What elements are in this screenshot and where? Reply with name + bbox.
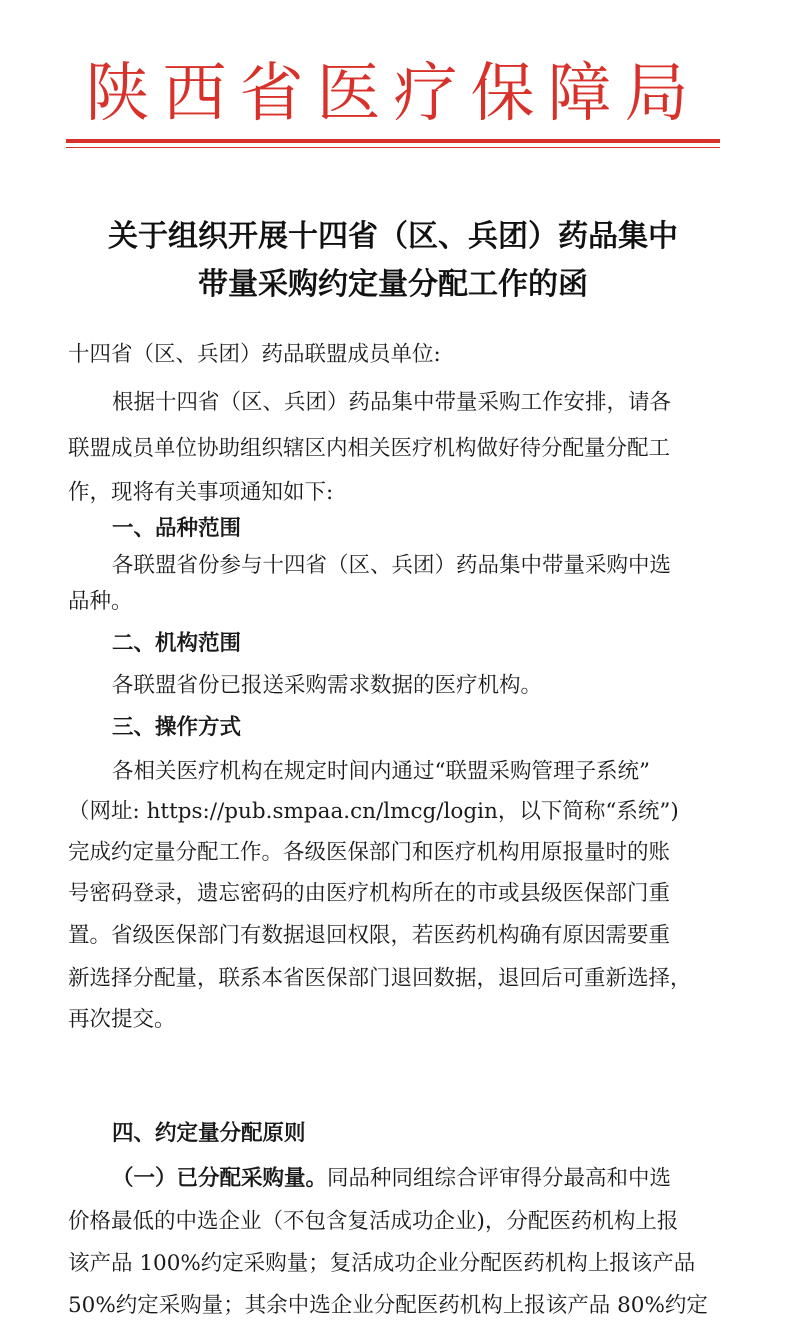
section-3-line-3: 完成约定量分配工作。各级医保部门和医疗机构用原报量时的账 bbox=[68, 840, 671, 865]
section-1-line-2: 品种。 bbox=[68, 589, 133, 614]
section-1-heading: 一、品种范围 bbox=[112, 516, 242, 541]
intro-line-3: 作，现将有关事项通知如下: bbox=[68, 480, 334, 505]
section-2-heading: 二、机构范围 bbox=[112, 631, 242, 656]
document-title-line-1: 关于组织开展十四省（区、兵团）药品集中 bbox=[108, 219, 678, 254]
section-4-sub-1-line-2: 价格最低的中选企业（不包含复活成功企业)，分配医药机构上报 bbox=[68, 1209, 679, 1234]
letterhead-rule-thick bbox=[66, 139, 720, 143]
section-1-line-1: 各联盟省份参与十四省（区、兵团）药品集中带量采购中选 bbox=[112, 553, 672, 578]
section-2-line-1: 各联盟省份已报送采购需求数据的医疗机构。 bbox=[112, 673, 543, 698]
section-3-heading: 三、操作方式 bbox=[112, 715, 242, 740]
section-4-sub-1-line-1 bbox=[68, 1157, 764, 1201]
letterhead-rule-thin bbox=[66, 147, 720, 148]
salutation: 十四省（区、兵团）药品联盟成员单位: bbox=[68, 342, 441, 367]
section-4-heading: 四、约定量分配原则 bbox=[112, 1121, 306, 1146]
section-3-line-6: 新选择分配量，联系本省医保部门退回数据，退回后可重新选择， bbox=[68, 966, 692, 991]
document-title-line-2: 带量采购约定量分配工作的函 bbox=[198, 267, 588, 302]
letterhead-title: 陕西省医疗保障局 bbox=[85, 57, 702, 131]
section-3-line-7: 再次提交。 bbox=[68, 1007, 176, 1032]
section-4-sub-1-line-3: 该产品 100%约定采购量；复活成功企业分配医药机构上报该产品 bbox=[68, 1251, 696, 1276]
section-3-line-2: （网址: https://pub.smpaa.cn/lmcg/login，以下简称“系统”) bbox=[68, 799, 679, 824]
intro-line-2: 联盟成员单位协助组织辖区内相关医疗机构做好待分配量分配工 bbox=[68, 436, 671, 461]
section-4-sub-1-label: （一）已分配采购量。 bbox=[112, 1166, 328, 1191]
section-4-sub-1-text: 同品种同组综合评审得分最高和中选 bbox=[327, 1166, 672, 1191]
intro-line-1: 根据十四省（区、兵团）药品集中带量采购工作安排，请各 bbox=[112, 390, 672, 415]
section-4-sub-1-line-4: 50%约定采购量；其余中选企业分配医药机构上报该产品 80%约定 bbox=[68, 1293, 708, 1318]
section-3-line-4: 号密码登录，遗忘密码的由医疗机构所在的市或县级医保部门重 bbox=[68, 881, 671, 906]
section-3-line-1: 各相关医疗机构在规定时间内通过“联盟采购管理子系统” bbox=[112, 759, 650, 784]
section-3-line-5: 置。省级医保部门有数据退回权限，若医药机构确有原因需要重 bbox=[68, 923, 671, 948]
